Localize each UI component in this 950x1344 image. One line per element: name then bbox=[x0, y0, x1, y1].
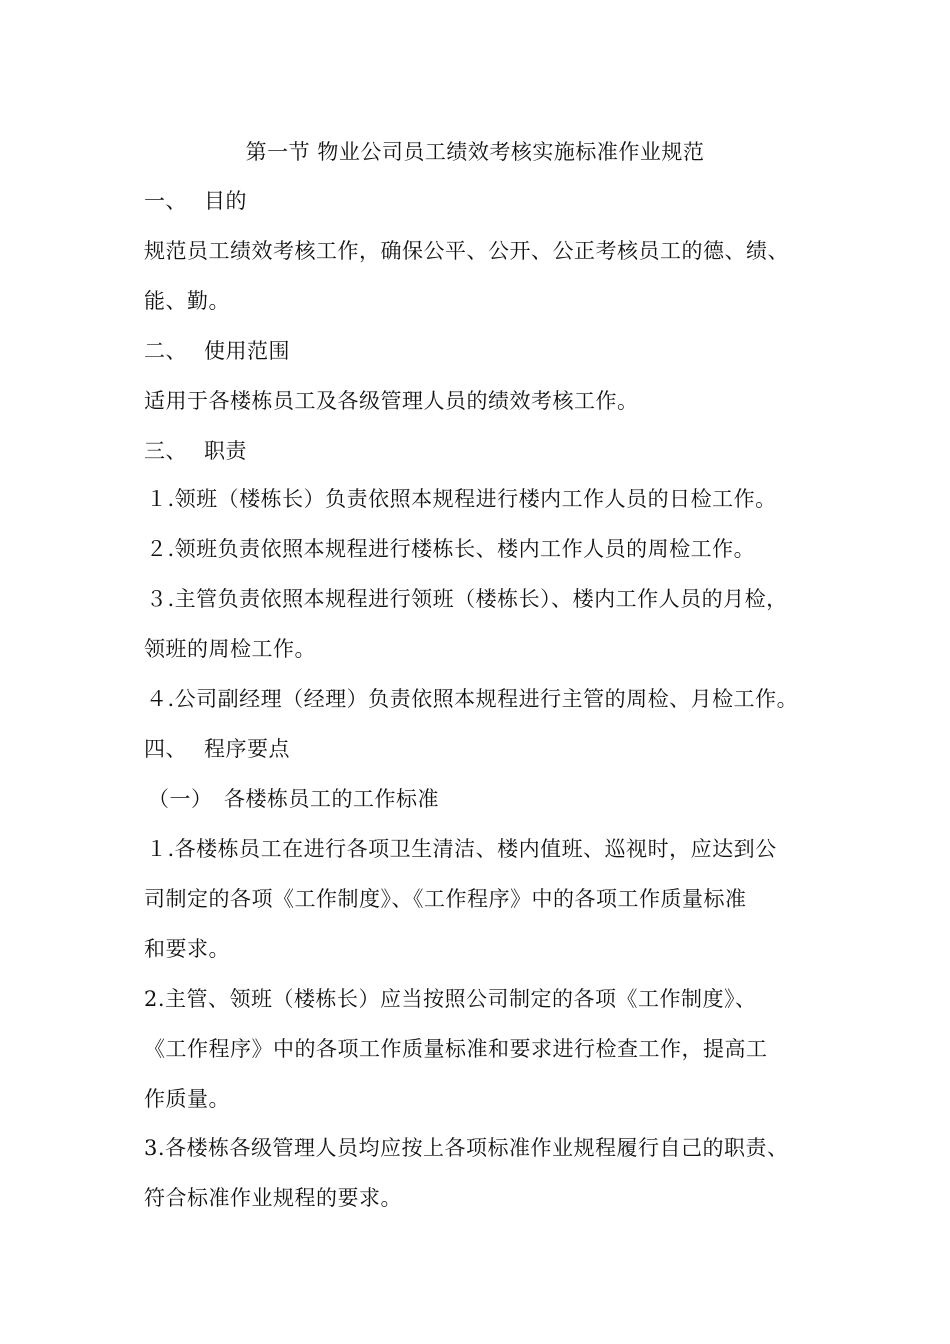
list-item-continuation: 符合标准作业规程的要求。 bbox=[144, 1186, 402, 1210]
list-item: １.领班（楼栋长）负责依照本规程进行楼内工作人员的日检工作。 bbox=[146, 487, 777, 511]
subsection-title: 各楼栋员工的工作标准 bbox=[224, 787, 439, 811]
section-number: 二、 bbox=[144, 339, 187, 363]
list-item-continuation: 和要求。 bbox=[144, 937, 230, 961]
section-title: 目的 bbox=[204, 189, 247, 213]
subsection-number: （一） bbox=[148, 787, 213, 811]
document-title: 第一节 物业公司员工绩效考核实施标准作业规范 bbox=[245, 140, 705, 164]
section-number: 四、 bbox=[144, 737, 187, 761]
list-item: １.各楼栋员工在进行各项卫生清洁、楼内值班、巡视时，应达到公 bbox=[146, 837, 777, 861]
section-title: 程序要点 bbox=[204, 737, 290, 761]
list-item: ４.公司副经理（经理）负责依照本规程进行主管的周检、月检工作。 bbox=[146, 687, 799, 711]
section-heading-purpose bbox=[144, 186, 247, 216]
paragraph-line: 能、勤。 bbox=[144, 289, 230, 313]
list-item: ２.领班负责依照本规程进行楼栋长、楼内工作人员的周检工作。 bbox=[146, 537, 756, 561]
paragraph-line: 规范员工绩效考核工作，确保公平、公开、公正考核员工的德、绩、 bbox=[144, 239, 789, 263]
subsection-heading bbox=[148, 784, 439, 814]
list-item-continuation: 司制定的各项《工作制度》、《工作程序》中的各项工作质量标准 bbox=[144, 887, 747, 911]
list-item-continuation: 领班的周检工作。 bbox=[144, 637, 316, 661]
section-number: 三、 bbox=[144, 439, 187, 463]
list-item-continuation: 《工作程序》中的各项工作质量标准和要求进行检查工作，提高工 bbox=[144, 1037, 768, 1061]
list-item: 2.主管、领班（楼栋长）应当按照公司制定的各项《工作制度》、 bbox=[144, 987, 757, 1011]
section-heading-responsibilities bbox=[144, 436, 247, 466]
section-title: 使用范围 bbox=[204, 339, 290, 363]
section-number: 一、 bbox=[144, 189, 187, 213]
section-title: 职责 bbox=[204, 439, 247, 463]
list-item: 3.各楼栋各级管理人员均应按上各项标准作业规程履行自己的职责、 bbox=[144, 1136, 789, 1160]
section-heading-procedure bbox=[144, 734, 290, 764]
paragraph-line: 适用于各楼栋员工及各级管理人员的绩效考核工作。 bbox=[144, 389, 639, 413]
list-item: ３.主管负责依照本规程进行领班（楼栋长）、楼内工作人员的月检， bbox=[146, 587, 788, 611]
section-heading-scope bbox=[144, 336, 290, 366]
list-item-continuation: 作质量。 bbox=[144, 1087, 230, 1111]
